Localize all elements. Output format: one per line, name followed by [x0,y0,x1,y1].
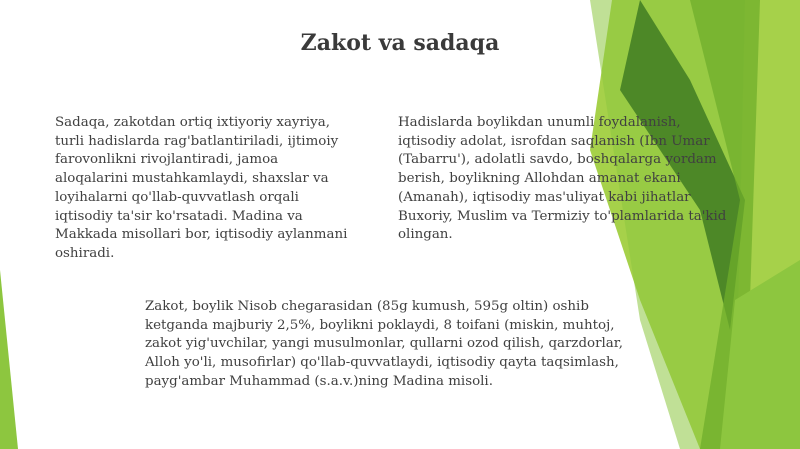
sadaqa-paragraph: Sadaqa, zakotdan ortiq ixtiyoriy xayriya, turli hadislarda rag'batlantiriladi, ijtimoiy farovonlikni rivojlantiradi, jamoa aloqalarini mustahkamlaydi, shaxslar va loyihalarni qo'llab-quvvatlash orqali iqtisodiy ta'sir ko'rsatadi. Madina va Makkada misollari bor, iqtisodiy aylanmani oshiradi. [55,115,348,261]
hadith-paragraph: Hadislarda boylikdan unumli foydalanish, iqtisodiy adolat, isrofdan saqlanish (Ibn Umar (Tabarru'), adolatli savdo, boshqalarga yordam berish, boylikning Allohdan amanat ekani (Amanah), iqtisodiy mas'uliyat kabi jihatlar Buxoriy, Muslim va Termiziy to'plamlarida ta'kid olingan. [398,115,727,243]
zakot-paragraph: Zakot, boylik Nisob chegarasidan (85g kumush, 595g oltin) oshib ketganda majburiy 2,5%, boylikni poklaydi, 8 toifani (miskin, muhtoj, zakot yig'uvchilar, yangi musulmonlar, qullarni ozod qilish, qarzdorlar, Alloh yo'li, musofirlar) qo'llab-quvvatlaydi, iqtisodiy qayta taqsimlash, payg'ambar Muhammad (s.a.v.)ning Madina misoli. [145,299,623,389]
slide-title: Zakot va sadaqa [300,30,500,56]
bottom-left-green-shape [0,270,18,449]
